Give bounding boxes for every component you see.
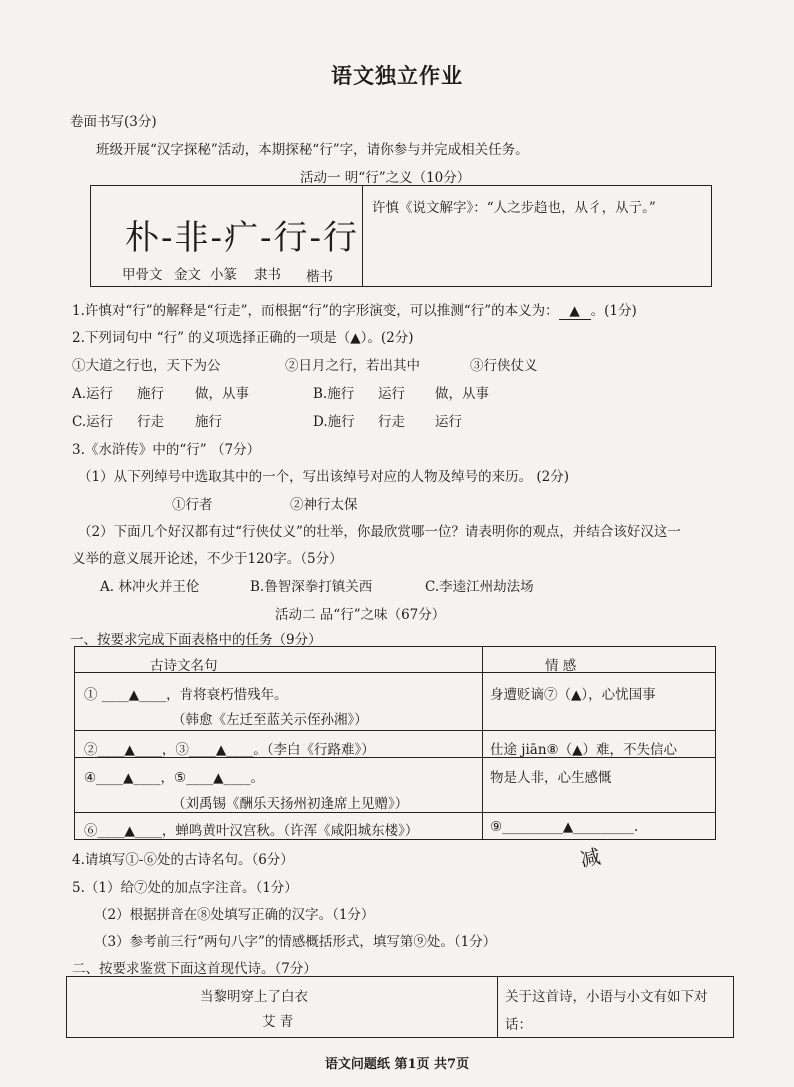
activity2-heading: 活动二 品“行”之味（67分）: [275, 607, 446, 623]
q2: 2.下列词句中 “行” 的义项选择正确的一项是（▲）。(2分): [72, 330, 414, 346]
table-cell-emotion: 仕途 jiān⑧（▲）难，不失信心: [490, 742, 678, 758]
table-cell-emotion: 身遭贬谪⑦（▲），心忧国事: [490, 687, 656, 703]
table-col-divider: [482, 646, 483, 839]
option-d-2: 行走: [378, 414, 405, 430]
option-a-1: A.运行: [72, 386, 114, 402]
handwriting-score: 卷面书写(3分): [70, 114, 157, 130]
table-cell-emotion: ⑨_________▲_________.: [490, 819, 639, 835]
table-header-emotion: 情 感: [545, 658, 577, 674]
nickname: ①行者: [172, 497, 213, 513]
page-footer: 语文问题纸 第1页 共7页: [324, 1057, 470, 1072]
q2-item: ②日月之行，若出其中: [285, 358, 420, 374]
option-a-3: 做，从事: [195, 386, 249, 402]
hero-option: B.鲁智深拳打镇关西: [250, 579, 373, 595]
poem-author: 艾 青: [262, 1014, 294, 1030]
section2-heading: 二、按要求鉴赏下面这首现代诗。（7分）: [72, 961, 317, 977]
table-cell-poem: ⑥____▲____，蝉鸣黄叶汉宫秋。（许浑《咸阳城东楼》）: [84, 823, 419, 839]
q1-score: 。(1分): [590, 303, 637, 319]
intro-text: 班级开展“汉字探秘”活动，本期探秘“行”字，请你参与并完成相关任务。: [96, 142, 529, 158]
option-a-2: 施行: [137, 386, 164, 402]
option-b-1: B.施行: [313, 386, 355, 402]
page-title: 语文独立作业: [331, 63, 463, 88]
q1-text: 1.许慎对“行”的解释是“行走”，而根据“行”的字形演变，可以推测“行”的本义为：: [72, 303, 559, 319]
handwritten-mark: 减: [578, 844, 603, 872]
poem-note: 话：: [505, 1017, 532, 1033]
shuowen-quote: 许慎《说文解字》：“人之步趋也，从彳，从亍。”: [372, 200, 656, 216]
glyph-label: 楷书: [306, 269, 333, 285]
q3-1: （1）从下列绰号中选取其中的一个，写出该绰号对应的人物及绰号的来历。 (2分): [78, 469, 570, 485]
hero-option: A. 林冲火并王伦: [100, 579, 200, 595]
table-cell-source: （刘禹锡《酬乐天扬州初逢席上见赠》）: [172, 796, 409, 812]
evolution-divider: [362, 185, 363, 286]
option-b-3: 做，从事: [435, 386, 489, 402]
poem-note: 关于这首诗，小语与小文有如下对: [505, 989, 708, 1005]
poem-title: 当黎明穿上了白衣: [200, 989, 308, 1005]
q1: [72, 299, 637, 320]
q5-2: （2）根据拼音在⑧处填写正确的汉字。（1分）: [94, 907, 375, 923]
q1-blank: ▲: [559, 303, 591, 320]
table-cell-poem: ④____▲____，⑤____▲____。: [84, 770, 264, 786]
q3-2-line1: （2）下面几个好汉都有过“行侠仗义”的壮举，你最欣赏哪一位？请表明你的观点，并结合该好汉这一: [78, 524, 681, 540]
hero-option: C.李逵江州劫法场: [425, 579, 534, 595]
q2-item: ③行侠仗义: [470, 358, 538, 374]
glyph-label: 隶书: [254, 267, 281, 283]
table-cell-source: （韩愈《左迁至蓝关示侄孙湘》）: [172, 712, 368, 728]
q3-2-line2: 义举的意义展开论述，不少于120字。（5分）: [72, 551, 343, 567]
option-c-3: 施行: [195, 414, 222, 430]
nickname: ②神行太保: [290, 497, 358, 513]
table-row-line: [74, 730, 715, 731]
poem-box-divider: [497, 976, 498, 1037]
option-d-3: 运行: [435, 414, 462, 430]
table-cell-poem: ②____▲____，③____▲____。（李白《行路难》）: [84, 742, 375, 758]
option-c-1: C.运行: [72, 414, 114, 430]
q5-3: （3）参考前三行“两句八字”的情感概括形式，填写第⑨处。（1分）: [94, 934, 497, 950]
glyph-evolution: 朴-非-疒-行-行: [125, 218, 359, 258]
q2-item: ①大道之行也，天下为公: [72, 358, 221, 374]
option-c-2: 行走: [137, 414, 164, 430]
table-header-poems: 古诗文名句: [150, 658, 218, 674]
table-cell-emotion: 物是人非，心生感慨: [490, 770, 612, 786]
glyph-label: 小篆: [210, 267, 237, 283]
option-b-2: 运行: [378, 386, 405, 402]
q4: 4.请填写①-⑥处的古诗名句。（6分）: [72, 852, 294, 868]
activity1-heading: 活动一 明“行”之义（10分）: [300, 170, 471, 186]
section1-heading: 一、按要求完成下面表格中的任务（9分）: [70, 632, 322, 648]
option-d-1: D.施行: [313, 414, 355, 430]
glyph-label: 金文: [174, 267, 201, 283]
glyph-label: 甲骨文: [122, 267, 163, 283]
q5-1: 5.（1）给⑦处的加点字注音。（1分）: [72, 880, 298, 896]
q3: 3.《水浒传》中的“行” （7分）: [72, 442, 261, 458]
table-row-line: [74, 812, 715, 813]
table-cell-poem: ① ____▲____，肯将衰朽惜残年。: [84, 687, 288, 703]
